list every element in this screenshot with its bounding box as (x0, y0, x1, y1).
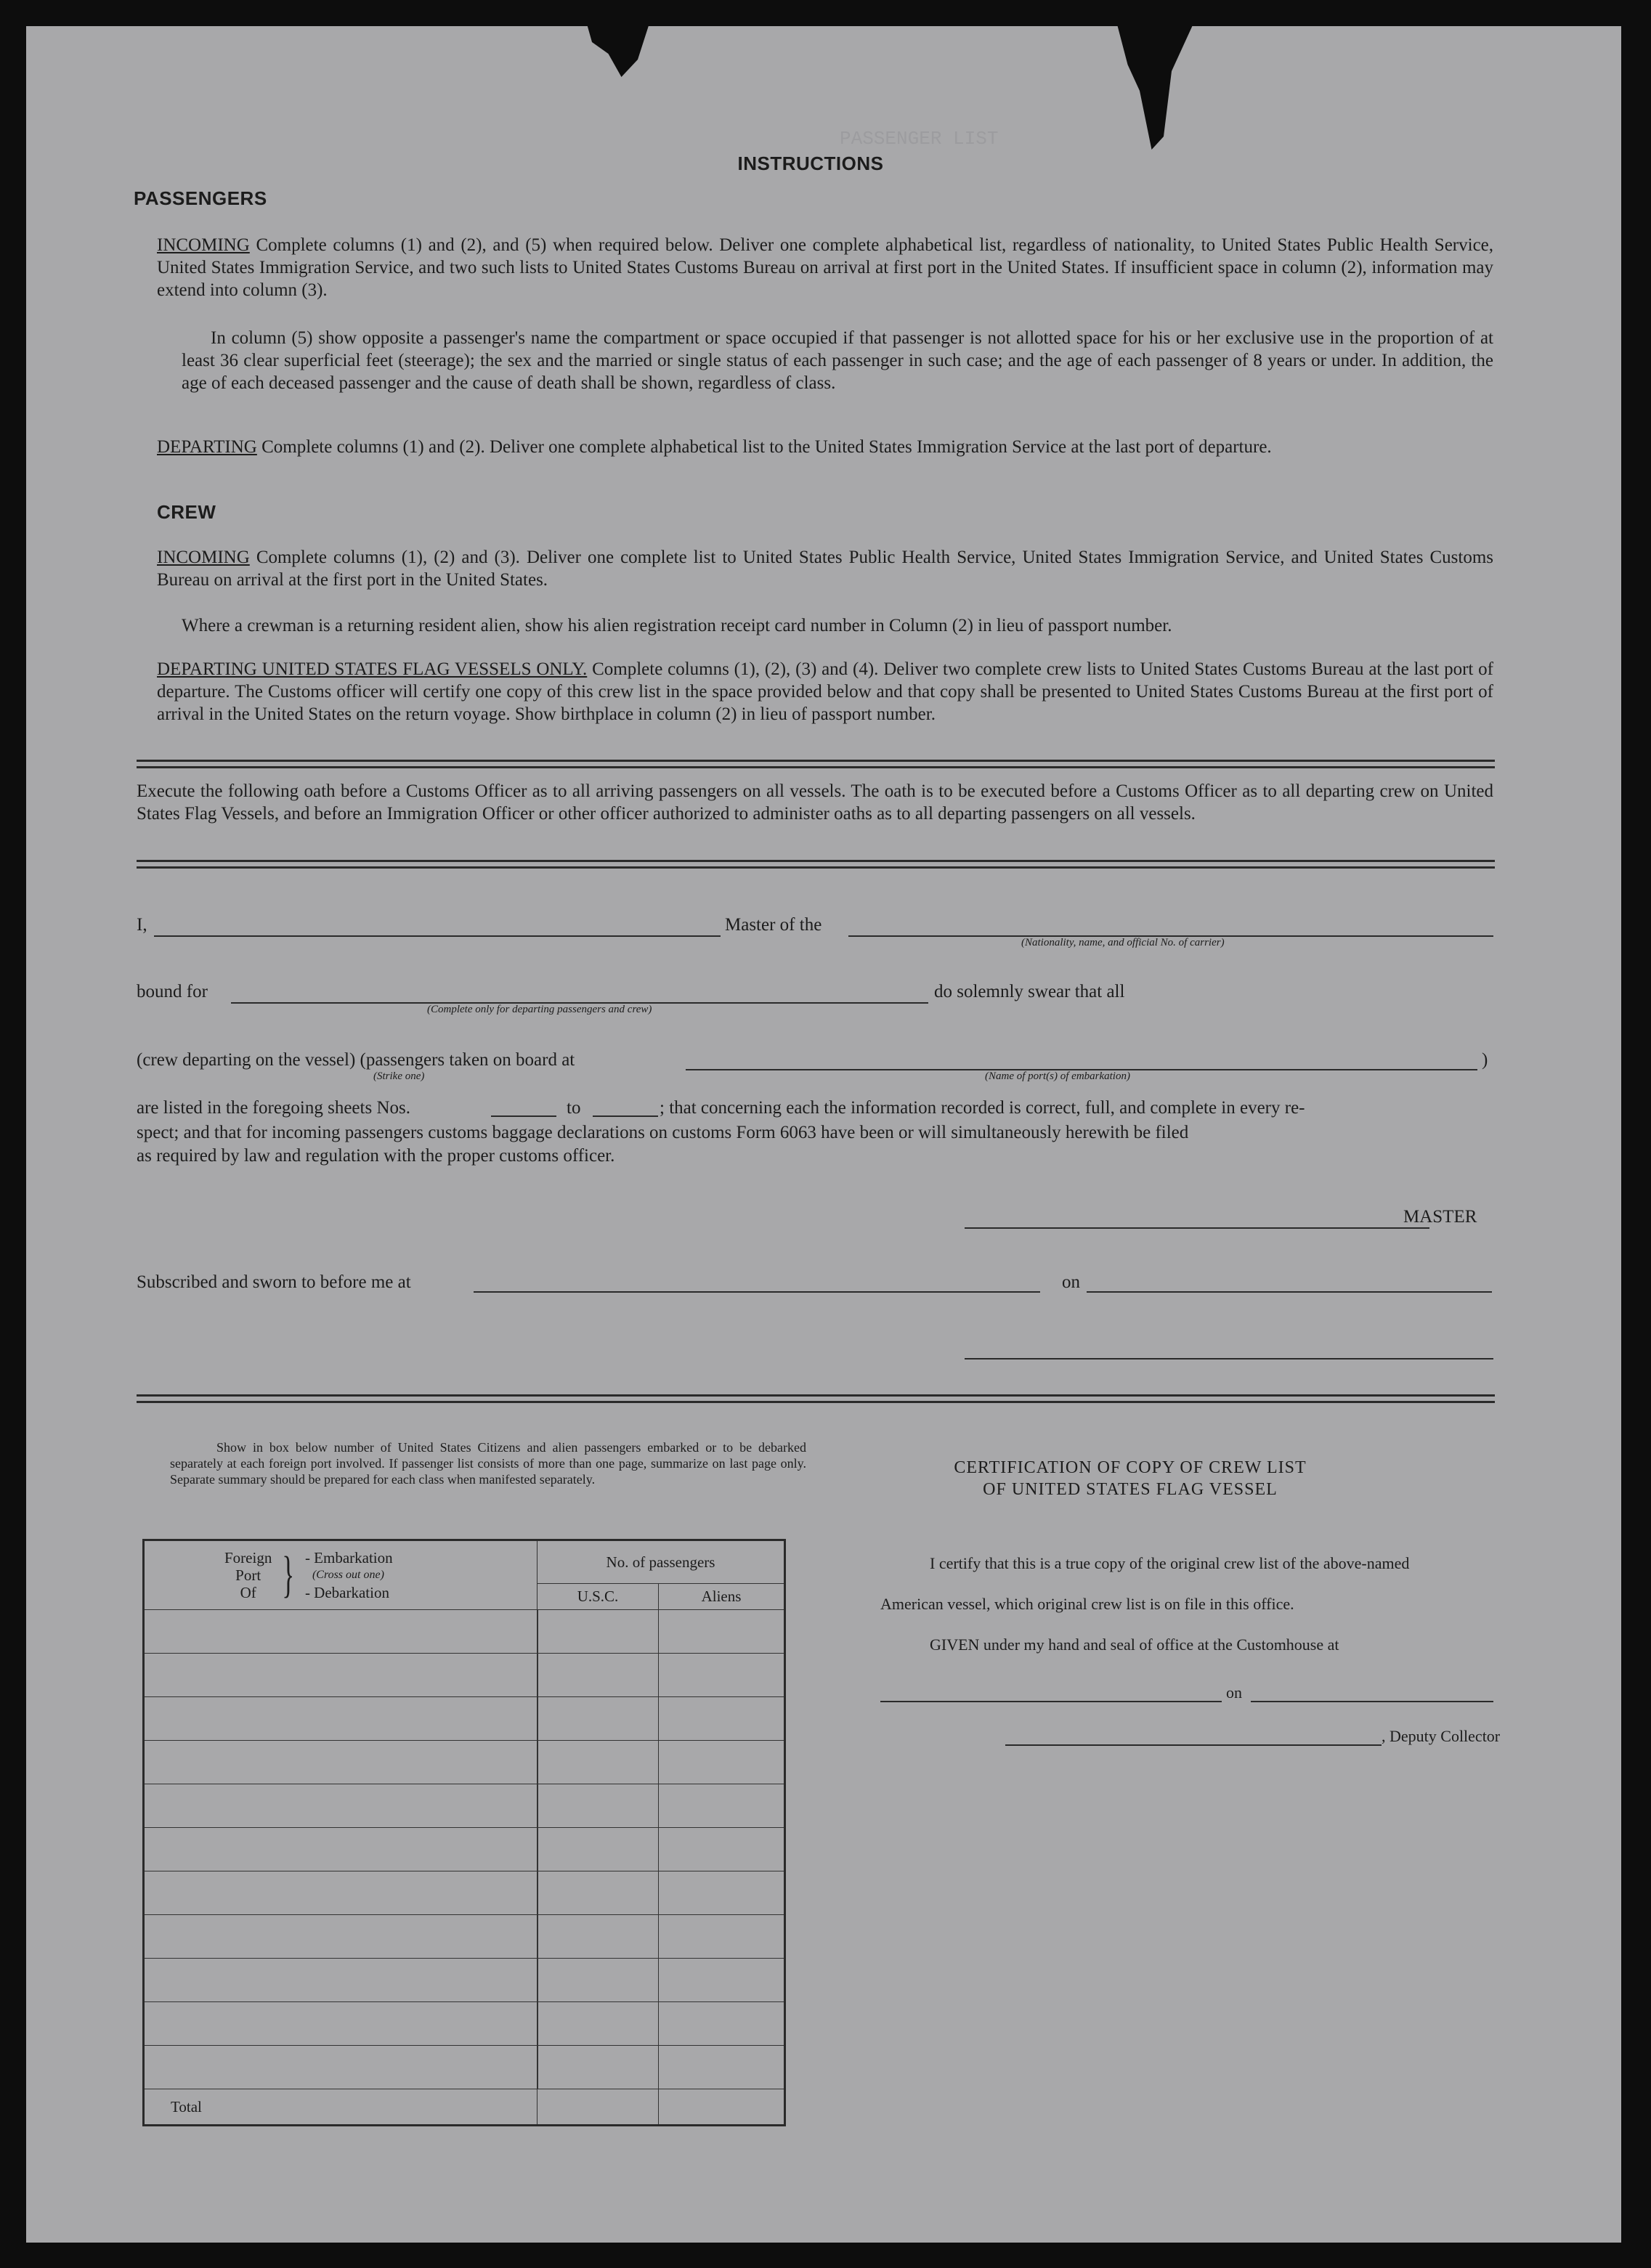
summary-row (144, 1654, 785, 1697)
cross-out-hint: (Cross out one) (312, 1569, 384, 1581)
summary-port-cell[interactable] (144, 2002, 538, 2046)
summary-note: Show in box below number of United States Citizens and alien passengers embarked or to be debarked separately at each foreign port involved. If passenger list consists of more than one page, summarize on last page only. Separate summary should be prepared for each class when manifested separately. (170, 1440, 806, 1487)
embarkation-label: - Embarkation (304, 1549, 393, 1566)
passengers-departing-text: Complete columns (1) and (2). Deliver one complete alphabetical list to the United States Immigration Service at the last port of departure. (261, 437, 1272, 457)
summary-aliens-cell[interactable] (659, 2046, 785, 2089)
foreign-label: Foreign (224, 1549, 272, 1566)
summary-port-cell[interactable] (144, 1654, 538, 1697)
certify-line-2: American vessel, which original crew list is on file in this office. (880, 1595, 1294, 1613)
master-of-the-label: Master of the (725, 915, 822, 935)
foreign-port-header (144, 1540, 538, 1610)
summary-port-cell[interactable] (144, 2046, 538, 2089)
master-signature-field[interactable] (965, 1227, 1429, 1229)
crew-incoming (157, 546, 1493, 591)
ports-hint: (Name of port(s) of embarkation) (985, 1070, 1130, 1082)
crew-incoming-text: Complete columns (1), (2) and (3). Deliver one complete list to United States Public Health Service, United States Immigration Service, and United States Customs Bureau on arrival at the first port in the United States. (157, 548, 1493, 590)
subscribed-label: Subscribed and sworn to before me at (137, 1272, 411, 1292)
summary-row (144, 1828, 785, 1871)
summary-aliens-cell[interactable] (659, 1610, 785, 1654)
document-page (26, 26, 1621, 2243)
passengers-column5: In column (5) show opposite a passenger's name the compartment or space occupied if that passenger is not allotted space for his or her exclusive use in the proportion of at least 36 clear superficial feet (steerage); the sex and the married or single status of each passenger in such case; and the age of each passenger of 8 years or under. In addition, the age of each deceased passenger and the cause of death shall be shown, regardless of class. (182, 328, 1493, 393)
show-through: PASSENGER LIST (840, 128, 999, 150)
summary-port-cell[interactable] (144, 1915, 538, 1959)
officer-signature-field[interactable] (965, 1358, 1493, 1359)
deputy-signature-field[interactable] (1005, 1744, 1382, 1746)
strike-one-hint: (Strike one) (373, 1070, 425, 1082)
brace-icon: } (282, 1547, 295, 1603)
usc-header: U.S.C. (538, 1584, 659, 1610)
summary-usc-cell[interactable] (538, 1697, 659, 1741)
summary-row (144, 1741, 785, 1784)
summary-usc-cell[interactable] (538, 1959, 659, 2002)
listed-label: are listed in the foregoing sheets Nos. (137, 1098, 410, 1118)
summary-port-cell[interactable] (144, 1697, 538, 1741)
sworn-on-label: on (1062, 1272, 1080, 1292)
summary-row (144, 1915, 785, 1959)
certify-on-label: on (1226, 1683, 1242, 1702)
master-name-field[interactable] (154, 935, 721, 937)
summary-aliens-cell[interactable] (659, 1915, 785, 1959)
crew-departing-label: DEPARTING UNITED STATES FLAG VESSELS ONLY. (157, 659, 588, 679)
summary-port-cell[interactable] (144, 1828, 538, 1871)
summary-usc-cell[interactable] (538, 1610, 659, 1654)
crew-departing-text: Complete columns (1), (2), (3) and (4). Deliver two complete crew lists to United States Customs Bureau at the last port of departure. The Customs officer will certify one copy of this crew list in the space provided below and that copy shall be presented to United States Customs Bureau at the first port of arrival in the United States on the return voyage. Show birthplace in column (2) in lieu of passport number. (157, 659, 1493, 724)
customhouse-field[interactable] (880, 1701, 1222, 1702)
summary-aliens-cell[interactable] (659, 1654, 785, 1697)
summary-port-cell[interactable] (144, 1741, 538, 1784)
listed-text-1: ; that concerning each the information recorded is correct, full, and complete in every re- (660, 1098, 1305, 1118)
total-aliens-cell[interactable] (659, 2089, 785, 2126)
oath-intro: Execute the following oath before a Customs Officer as to all arriving passengers on all vessels. The oath is to be executed before a Customs Officer as to all departing crew on United States Flag Vessels, and before an Immigration Officer or other officer authorized to administer oaths as to all departing passengers on all vessels. (137, 781, 1493, 824)
port-label: Port (235, 1566, 261, 1584)
summary-row (144, 1697, 785, 1741)
summary-aliens-cell[interactable] (659, 1784, 785, 1828)
summary-aliens-cell[interactable] (659, 1871, 785, 1915)
summary-usc-cell[interactable] (538, 1784, 659, 1828)
summary-port-cell[interactable] (144, 1959, 538, 2002)
certification-title-1: CERTIFICATION OF COPY OF CREW LIST (954, 1458, 1307, 1477)
certification-title-2: OF UNITED STATES FLAG VESSEL (983, 1480, 1278, 1499)
summary-aliens-cell[interactable] (659, 1741, 785, 1784)
total-label: Total (144, 2089, 538, 2126)
summary-usc-cell[interactable] (538, 1915, 659, 1959)
summary-usc-cell[interactable] (538, 1654, 659, 1697)
crew-incoming-label: INCOMING (157, 548, 250, 567)
close-paren: ) (1482, 1050, 1488, 1070)
page-title: INSTRUCTIONS (737, 153, 884, 174)
passenger-summary-table (142, 1539, 786, 2126)
summary-row (144, 1871, 785, 1915)
summary-row (144, 1610, 785, 1654)
bound-for-label: bound for (137, 982, 208, 1001)
summary-usc-cell[interactable] (538, 1828, 659, 1871)
sworn-date-field[interactable] (1087, 1291, 1492, 1293)
deputy-collector-label: , Deputy Collector (1382, 1727, 1501, 1745)
sheets-from-field[interactable] (491, 1115, 556, 1117)
crew-resident: Where a crewman is a returning resident alien, show his alien registration receipt card number in Column (2) in lieu of passport number. (182, 616, 1172, 635)
certify-line-3: GIVEN under my hand and seal of office at the Customhouse at (930, 1635, 1339, 1654)
oath-i-label: I, (137, 915, 147, 935)
aliens-header: Aliens (659, 1584, 785, 1610)
summary-aliens-cell[interactable] (659, 1697, 785, 1741)
tear-right (1116, 26, 1196, 150)
listed-text-2: spect; and that for incoming passengers customs baggage declarations on customs Form 6063 have been or will simultaneously herewith be filed (137, 1123, 1189, 1142)
summary-row (144, 2002, 785, 2046)
no-of-passengers-header: No. of passengers (538, 1540, 785, 1584)
sworn-place-field[interactable] (474, 1291, 1040, 1293)
summary-port-cell[interactable] (144, 1784, 538, 1828)
summary-usc-cell[interactable] (538, 2002, 659, 2046)
passengers-heading: PASSENGERS (134, 187, 267, 209)
summary-usc-cell[interactable] (538, 1741, 659, 1784)
summary-total-row (144, 2089, 785, 2126)
swear-label: do solemnly swear that all (934, 982, 1125, 1001)
master-label: MASTER (1403, 1207, 1477, 1227)
total-usc-cell[interactable] (538, 2089, 659, 2126)
sheets-to-field[interactable] (593, 1115, 658, 1117)
summary-port-cell[interactable] (144, 1871, 538, 1915)
listed-text-3: as required by law and regulation with the proper customs officer. (137, 1146, 615, 1166)
summary-aliens-cell[interactable] (659, 2002, 785, 2046)
summary-usc-cell[interactable] (538, 2046, 659, 2089)
carrier-hint: (Nationality, name, and official No. of carrier) (1021, 937, 1225, 948)
certify-line-1: I certify that this is a true copy of the original crew list of the above-named (930, 1554, 1410, 1572)
summary-row (144, 1784, 785, 1828)
tear-left (585, 26, 651, 77)
divider-3 (137, 1394, 1495, 1403)
certify-date-field[interactable] (1251, 1701, 1493, 1702)
to-label: to (567, 1098, 581, 1118)
passengers-incoming-label: INCOMING (157, 235, 250, 255)
crew-departing-label-line: (crew departing on the vessel) (passengers taken on board at (137, 1050, 575, 1070)
passengers-incoming (157, 234, 1493, 301)
passengers-departing (157, 436, 1493, 458)
summary-row (144, 1959, 785, 2002)
crew-departing (157, 658, 1493, 725)
summary-port-cell[interactable] (144, 1610, 538, 1654)
crew-heading: CREW (157, 501, 216, 523)
bound-for-hint: (Complete only for departing passengers and crew) (427, 1004, 652, 1015)
divider-1 (137, 760, 1495, 768)
of-label: Of (240, 1584, 256, 1601)
summary-aliens-cell[interactable] (659, 1828, 785, 1871)
passengers-incoming-text: Complete columns (1) and (2), and (5) when required below. Deliver one complete alphabetical list, regardless of nationality, to United States Public Health Service, United States Immigration Service, and two such lists to United States Customs Bureau on arrival at first port in the United States. If insufficient space in column (2), information may extend into column (3). (157, 235, 1494, 300)
passengers-departing-label: DEPARTING (157, 437, 257, 457)
divider-2 (137, 860, 1495, 869)
debarkation-label: - Debarkation (304, 1584, 389, 1601)
summary-usc-cell[interactable] (538, 1871, 659, 1915)
summary-aliens-cell[interactable] (659, 1959, 785, 2002)
summary-row (144, 2046, 785, 2089)
